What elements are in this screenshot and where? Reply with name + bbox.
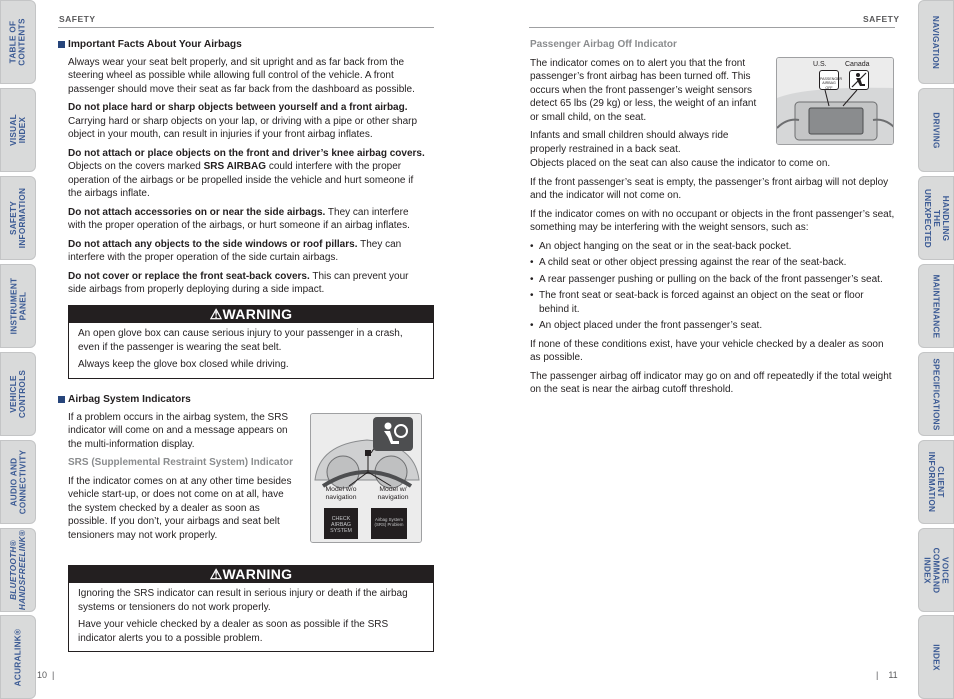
label-canada: Canada — [845, 61, 870, 68]
section-square-icon — [58, 41, 65, 48]
passenger-airbag-heading: Passenger Airbag Off Indicator — [530, 39, 677, 50]
tab-left-2[interactable] — [0, 176, 36, 260]
tab-label: DRIVING — [931, 111, 941, 149]
airbag-indicators-section — [68, 393, 300, 547]
warning-triangle-icon: ⚠ — [209, 566, 223, 582]
tab-label: SPECIFICATIONS — [931, 357, 941, 431]
tab-right-6[interactable] — [918, 528, 954, 612]
tab-label: CLIENT INFORMATION — [927, 451, 946, 513]
fact-item: Do not cover or replace the front seat-back covers. This can prevent your side airbags from properly deploying during a side impact. — [68, 270, 409, 295]
airbag-indicators-heading: Airbag System Indicators — [58, 393, 300, 407]
tab-left-4[interactable] — [0, 352, 36, 436]
tab-right-5[interactable] — [918, 440, 954, 524]
list-item: • An object placed under the front passenger’s seat. — [530, 319, 896, 333]
left-header-rule — [58, 27, 434, 28]
warning-text: Have your vehicle checked by a dealer as soon as possible if the SRS indicator alerts you to a possible problem. — [78, 619, 389, 644]
tab-right-3[interactable] — [918, 264, 954, 348]
passenger-airbag-p4: If the front passenger’s seat is empty, the passenger’s front airbag will not deploy and the indicator will not come on. — [530, 176, 889, 201]
mid-screen-without-navigation: CHECK AIRBAG SYSTEM — [324, 508, 358, 539]
label-us: U.S. — [813, 61, 827, 68]
fact-item: Do not attach accessories on or near the side airbags. They can interfere with the proper operation of the airbags, or hurt someone if an airbag inflates. — [68, 206, 410, 231]
fact-item: Do not place hard or sharp objects between yourself and a front airbag. Carrying hard or sharp objects on your lap, or driving with a pipe or other sharp object in your mouth, can result in injuries if your front airbag inflates. — [68, 102, 418, 140]
tab-label: TABLE OF CONTENTS — [9, 18, 27, 66]
tab-label: INDEX — [931, 643, 941, 671]
left-page-number: 10 | — [37, 670, 55, 680]
srs-indicator-figure — [310, 413, 422, 543]
tab-right-7[interactable] — [918, 615, 954, 699]
tab-label: INSTRUMENT PANEL — [9, 277, 28, 335]
airbag-facts-intro: Always wear your seat belt properly, and sit upright and as far back from the steering wheel as possible while allowing full control of the vehicle. A front passenger should move their seat as far back from the dashboard as possible. — [68, 56, 415, 95]
passenger-airbag-p6: If none of these conditions exist, have your vehicle checked by a dealer as soon as possible. — [530, 338, 884, 363]
right-section-tabs — [918, 0, 954, 699]
tab-label: HANDLING THE UNEXPECTED — [922, 188, 950, 248]
tab-label: BLUETOOTH® HANDSFREELINK® — [9, 529, 28, 611]
srs-indicator-body: If the indicator comes on at any other time besides vehicle start-up, or does not come on at all, have the system checked by a dealer as soon as possible. If you don’t, your airbags and seat belt tensioners may not work properly. — [68, 475, 292, 541]
tab-label: AUDIO AND CONNECTIVITY — [9, 449, 27, 515]
tab-label: SAFETY INFORMATION — [9, 187, 28, 249]
tab-label: ACURALINK® — [13, 628, 23, 686]
passenger-airbag-off-figure — [776, 57, 894, 145]
passenger-airbag-p5: If the indicator comes on with no occupant or objects in the front passenger’s seat, something may be interfering with the weight sensors, such as: — [530, 208, 895, 233]
tab-left-0[interactable] — [0, 0, 36, 84]
list-item: • An object hanging on the seat or in the seat-back pocket. — [530, 240, 896, 254]
fact-item: Do not attach or place objects on the front and driver’s knee airbag covers. Objects on the covers marked SRS AIRBAG could interfere with the proper operation of the airbags or be propelled inside the vehicle and hurt someone if the airbags inflate. — [68, 147, 425, 199]
tab-left-1[interactable] — [0, 88, 36, 172]
warning-triangle-icon: ⚠ — [209, 306, 223, 322]
tab-label: MAINTENANCE — [931, 274, 941, 338]
tab-left-7[interactable] — [0, 615, 36, 699]
passenger-airbag-p1: The indicator comes on to alert you that the front passenger’s front airbag has been turned off. This occurs when the front passenger’s weight sensors detect 65 lbs (29 kg) or less, the weight of an infant or small child, on the seat. — [530, 57, 757, 123]
warning-text: Ignoring the SRS indicator can result in serious injury or death if the airbag systems or tensioners do not work properly. — [78, 588, 408, 613]
left-running-header: SAFETY — [59, 14, 96, 24]
list-item: • A rear passenger pushing or pulling on the back of the front passenger’s seat. — [530, 273, 896, 287]
mid-screen-with-navigation: Airbag System (SRS) Problem — [371, 508, 407, 539]
srs-indicator-subheading: SRS (Supplemental Restraint System) Indicator — [68, 457, 294, 468]
right-header-rule — [529, 27, 895, 28]
tab-label: VISUAL INDEX — [9, 114, 27, 146]
passenger-airbag-off-icon-canada — [849, 70, 869, 90]
left-section-tabs — [0, 0, 36, 699]
airbag-facts-heading: Important Facts About Your Airbags — [58, 38, 428, 52]
passenger-airbag-p2: Infants and small children should always ride properly restrained in a back seat. — [530, 130, 729, 155]
tab-right-1[interactable] — [918, 88, 954, 172]
srs-indicator-warning — [68, 565, 434, 652]
passenger-airbag-p7: The passenger airbag off indicator may go on and off repeatedly if the total weight on the seat is near the airbag cutoff threshold. — [530, 370, 892, 395]
section-square-icon — [58, 396, 65, 403]
warning-title: ⚠WARNING — [69, 306, 433, 323]
right-running-header: SAFETY — [863, 14, 900, 24]
right-page-number: | 11 — [876, 670, 898, 680]
tab-left-3[interactable] — [0, 264, 36, 348]
tab-label: VOICE COMMAND INDEX — [922, 547, 950, 593]
srs-airbag-icon — [373, 417, 413, 451]
airbag-facts-section — [68, 38, 428, 302]
glove-box-warning — [68, 305, 434, 379]
passenger-airbag-p3: Objects placed on the seat can also cause the indicator to come on. — [530, 158, 831, 169]
tab-left-6[interactable] — [0, 528, 36, 612]
list-item: • The front seat or seat-back is forced against an object on the seat or floor behind it. — [530, 289, 896, 316]
indicators-intro: If a problem occurs in the airbag system, the SRS indicator will come on and a message appears on the multi-information display. — [68, 411, 289, 450]
passenger-airbag-body — [530, 157, 896, 402]
passenger-airbag-top — [530, 38, 762, 161]
tab-right-4[interactable] — [918, 352, 954, 436]
interference-list — [530, 240, 896, 333]
tab-right-0[interactable] — [918, 0, 954, 84]
label-without-navigation: Model w/o navigation — [325, 486, 357, 501]
tab-label: NAVIGATION — [931, 15, 941, 69]
passenger-airbag-off-indicator-us: PASSENGER AIRBAG OFF — [819, 70, 839, 90]
list-item: • A child seat or other object pressing against the rear of the seat-back. — [530, 256, 896, 270]
tab-right-2[interactable] — [918, 176, 954, 260]
warning-title: ⚠WARNING — [69, 566, 433, 583]
warning-text: Always keep the glove box closed while driving. — [78, 359, 289, 370]
fact-item: Do not attach any objects to the side windows or roof pillars. They can interfere with the proper operation of the side curtain airbags. — [68, 238, 402, 263]
tab-left-5[interactable] — [0, 440, 36, 524]
tab-label: VEHICLE CONTROLS — [9, 369, 27, 419]
label-with-navigation: Model w/ navigation — [377, 486, 409, 501]
warning-text: An open glove box can cause serious injury to your passenger in a crash, even if the passenger is wearing the seat belt. — [78, 328, 403, 353]
